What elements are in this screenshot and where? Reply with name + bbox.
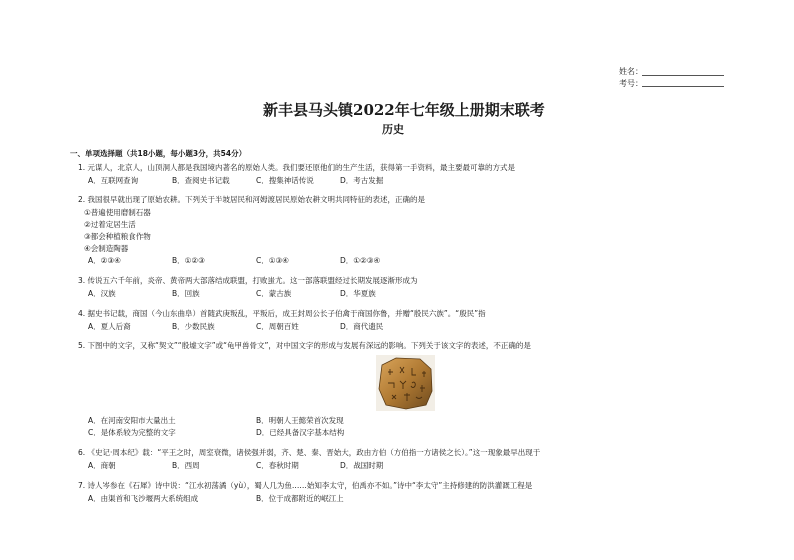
question-6-stem: 6. 《史记·周本纪》载：“平王之时，周室衰微，诸侯强并弱，齐、楚、秦、晋始大，政由方伯（方伯指一方诸侯之长）。”这一现象最早出现于 bbox=[78, 448, 541, 457]
question-4-option-a: A．夏人后裔 bbox=[88, 322, 131, 331]
question-4-option-d: D．商代遗民 bbox=[340, 322, 384, 331]
question-2-option-a: A．②③④ bbox=[88, 256, 121, 265]
question-3-option-b: B．回族 bbox=[172, 289, 200, 298]
question-5-option-c: C．是体系较为完整的文字 bbox=[88, 428, 176, 437]
question-1-option-d: D．考古发掘 bbox=[340, 176, 384, 185]
question-3-option-a: A．汉族 bbox=[88, 289, 116, 298]
subject-heading: 历史 bbox=[382, 123, 404, 136]
question-6-option-d: D．战国时期 bbox=[340, 461, 384, 470]
question-4-option-c: C．周朝百姓 bbox=[256, 322, 299, 331]
question-1-option-c: C．搜集神话传说 bbox=[256, 176, 314, 185]
question-5-stem: 5. 下图中的文字，又称“契文”“殷墟文字”或“龟甲兽骨文”，对中国文字的形成与发展有深远的影响。下列关于该文字的表述，不正确的是 bbox=[78, 341, 531, 350]
question-7-stem: 7. 诗人岑参在《石犀》诗中说：“江水初荡潏（yù），蜀人几为鱼……始知李太守，伯禹亦不如。”诗中“李太守”主持修建的防洪灌溉工程是 bbox=[78, 481, 533, 490]
question-6-option-c: C．春秋时期 bbox=[256, 461, 299, 470]
exam-id-label: 考号： bbox=[619, 79, 643, 88]
question-2-item-3: ③都会种植粮食作物 bbox=[84, 232, 151, 241]
question-2-option-c: C．①③④ bbox=[256, 256, 289, 265]
oracle-bone-image bbox=[376, 355, 435, 411]
question-1-option-a: A．互联网查询 bbox=[88, 176, 139, 185]
question-5-option-a: A．在河南安阳市大量出土 bbox=[88, 416, 176, 425]
question-3-option-d: D．华夏族 bbox=[340, 289, 376, 298]
question-7-option-a: A．由渠首和飞沙堰两大系统组成 bbox=[88, 494, 199, 503]
name-blank-line bbox=[642, 75, 724, 76]
question-5-option-d: D．已经具备汉字基本结构 bbox=[256, 428, 345, 437]
question-1-option-b: B．查阅史书记载 bbox=[172, 176, 230, 185]
question-4-option-b: B．少数民族 bbox=[172, 322, 215, 331]
exam-title: 新丰县马头镇2022年七年级上册期末联考 bbox=[263, 101, 545, 119]
exam-id-blank-line bbox=[642, 86, 724, 87]
question-1-stem: 1. 元谋人，北京人，山顶洞人都是我国境内著名的原始人类。我们要还原他们的生产生活，获得第一手资料，最主要最可靠的方式是 bbox=[78, 163, 516, 172]
question-6-option-a: A．商朝 bbox=[88, 461, 116, 470]
question-2-option-b: B．①②③ bbox=[172, 256, 205, 265]
question-3-option-c: C．蒙古族 bbox=[256, 289, 292, 298]
question-3-stem: 3. 传说五六千年前，炎帝、黄帝两大部落结成联盟，打败蚩尤。这一部落联盟经过长期发展逐渐形成为 bbox=[78, 276, 418, 285]
section-heading: 一、单项选择题（共18小题，每小题3分，共54分） bbox=[70, 149, 247, 158]
question-2-item-4: ④会制造陶器 bbox=[84, 244, 129, 253]
question-2-stem: 2. 我国很早就出现了原始农耕。下列关于半坡居民和河姆渡居民原始农耕文明共同特征的表述，正确的是 bbox=[78, 195, 426, 204]
name-label: 姓名： bbox=[619, 67, 643, 76]
question-5-option-b: B．明朝人王懿荣首次发现 bbox=[256, 416, 344, 425]
question-4-stem: 4. 据史书记载，商国（今山东曲阜）首随武庚叛乱，平叛后，成王封周公长子伯禽于商国你鲁，并赠“殷民六族”。“殷民”指 bbox=[78, 309, 486, 318]
question-7-option-b: B．位于成都附近的岷江上 bbox=[256, 494, 344, 503]
question-2-item-2: ②过着定居生活 bbox=[84, 220, 136, 229]
question-2-item-1: ①普遍使用磨制石器 bbox=[84, 208, 151, 217]
question-6-option-b: B．西周 bbox=[172, 461, 200, 470]
question-2-option-d: D．①②③④ bbox=[340, 256, 381, 265]
